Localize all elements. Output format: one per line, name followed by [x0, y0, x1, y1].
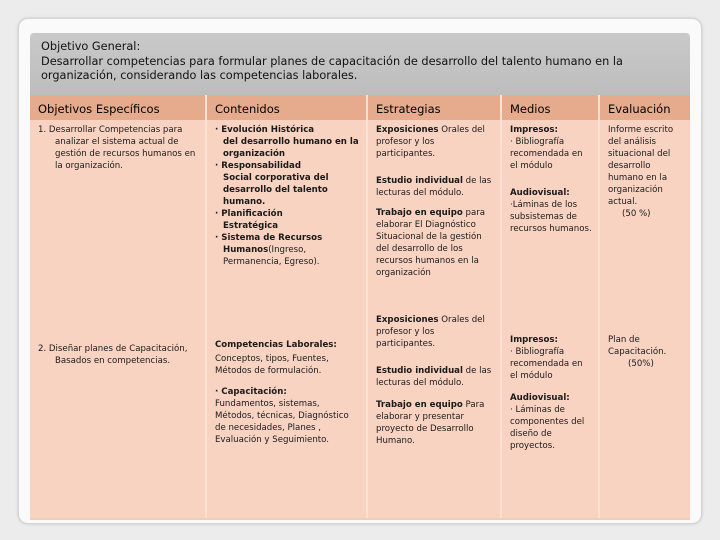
row2-capacitacion-title: · Capacitación:: [215, 387, 287, 397]
row1-contenido-4-rest: Humanos: [223, 245, 269, 255]
column-header-contenidos: Contenidos: [206, 95, 367, 120]
row2-estrategias-cell: [367, 310, 501, 520]
row2-medio-1-text: · Bibliografía recomendada en el módulo: [510, 347, 583, 381]
row1-estrategia-1-bold: Exposiciones: [376, 125, 439, 135]
row1-evaluacion-text: Informe escrito del análisis situacional del desarrollo humano en la organización actual.: [608, 125, 674, 207]
row1-contenido-1-lead: · Evolución Histórica: [215, 125, 315, 135]
row2-estrategia-2-bold: Estudio individual: [376, 366, 463, 376]
row2-medios-cell: [501, 310, 599, 520]
column-header-evaluacion: Evaluación: [599, 95, 690, 120]
row2-estrategia-1-bold: Exposiciones: [376, 315, 439, 325]
general-objective-title: Objetivo General: [41, 40, 137, 53]
row2-medio-2-text: · Láminas de componentes del diseño de proyectos.: [510, 405, 585, 451]
row1-contenido-4-tail: (Ingreso, Permanencia, Egreso).: [223, 245, 320, 267]
row2-medio-1-bold: Impresos:: [510, 335, 558, 345]
row1-estrategia-2-text: de las lecturas del módulo.: [376, 176, 492, 198]
table-row: [30, 120, 690, 310]
table-header-row: [30, 95, 690, 120]
general-objective-colon: :: [136, 40, 141, 53]
row1-medio-2-text: ·Láminas de los subsistemas de recursos humanos.: [510, 200, 592, 234]
column-header-estrategias: Estrategias: [367, 95, 501, 120]
row1-estrategia-1-text: Orales del profesor y los participantes.: [376, 125, 485, 159]
row1-estrategia-3-text: para elaborar El Diagnóstico Situacional de la gestión del desarrollo de los recursos humanos en la organización: [376, 208, 486, 278]
row1-medio-1-text: · Bibliografía recomendada en el módulo: [510, 137, 583, 171]
row1-contenido-2-lead: · Responsabilidad: [215, 161, 301, 171]
row2-capacitacion-text: Fundamentos, sistemas, Métodos, técnicas, Diagnóstico de necesidades, Planes , Evaluación y Seguimiento.: [215, 399, 349, 445]
row1-contenido-4-lead: · Sistema de Recursos: [215, 233, 323, 243]
row1-contenidos-cell: [206, 120, 367, 310]
row1-estrategias-cell: [367, 120, 501, 310]
training-plan-table: [30, 95, 690, 520]
row1-contenido-3-lead: · Planificación: [215, 209, 283, 219]
row2-contenidos-cell: [206, 310, 367, 520]
row2-objetivo-text: 2. Diseñar planes de Capacitación, Basados en competencias.: [38, 344, 188, 366]
row2-contenidos-title: Competencias Laborales:: [215, 340, 337, 350]
row2-evaluacion-pct: (50%): [628, 359, 654, 369]
row1-medio-1-bold: Impresos:: [510, 125, 558, 135]
general-objective-text: Desarrollar competencias para formular planes de capacitación de desarrollo del talento humano en la organización, considerando las competencias laborales.: [41, 54, 623, 82]
row1-medio-2-bold: Audiovisual:: [510, 188, 570, 198]
table-row: [30, 310, 690, 520]
column-header-objetivos: Objetivos Específicos: [30, 95, 206, 120]
row1-medios-cell: [501, 120, 599, 310]
row1-contenido-1-rest: del desarrollo humano en la organización: [223, 137, 359, 159]
row1-contenido-2-rest: Social corporativa del desarrollo del talento humano.: [223, 173, 329, 207]
row1-evaluacion-cell: [599, 120, 690, 310]
row1-estrategia-2-bold: Estudio individual: [376, 176, 463, 186]
row1-estrategia-3-bold: Trabajo en equipo: [376, 208, 463, 218]
row2-medio-2-bold: Audiovisual:: [510, 393, 570, 403]
row2-estrategia-3-bold: Trabajo en equipo: [376, 400, 463, 410]
row2-estrategia-3-text: Para elaborar y presentar proyecto de Desarrollo Humano.: [376, 400, 485, 446]
row2-objetivo-cell: [30, 310, 206, 520]
row2-evaluacion-text: Plan de Capacitación.: [608, 335, 667, 357]
general-objective-header: [30, 33, 690, 95]
row1-objetivo-text: 1. Desarrollar Competencias para analizar el sistema actual de gestión de recursos humanos en la organización.: [38, 125, 196, 171]
table-bottom-edge: [30, 518, 690, 520]
row2-estrategia-2-text: de las lecturas del módulo.: [376, 366, 492, 388]
row1-objetivo-cell: [30, 120, 206, 310]
column-header-medios: Medios: [501, 95, 599, 120]
row2-evaluacion-cell: [599, 310, 690, 520]
row2-estrategia-1-text: Orales del profesor y los participantes.: [376, 315, 485, 349]
row1-evaluacion-pct: (50 %): [622, 209, 651, 219]
row2-contenidos-text: Conceptos, tipos, Fuentes, Métodos de formulación.: [215, 354, 329, 376]
row1-contenido-3-rest: Estratégica: [223, 221, 279, 231]
